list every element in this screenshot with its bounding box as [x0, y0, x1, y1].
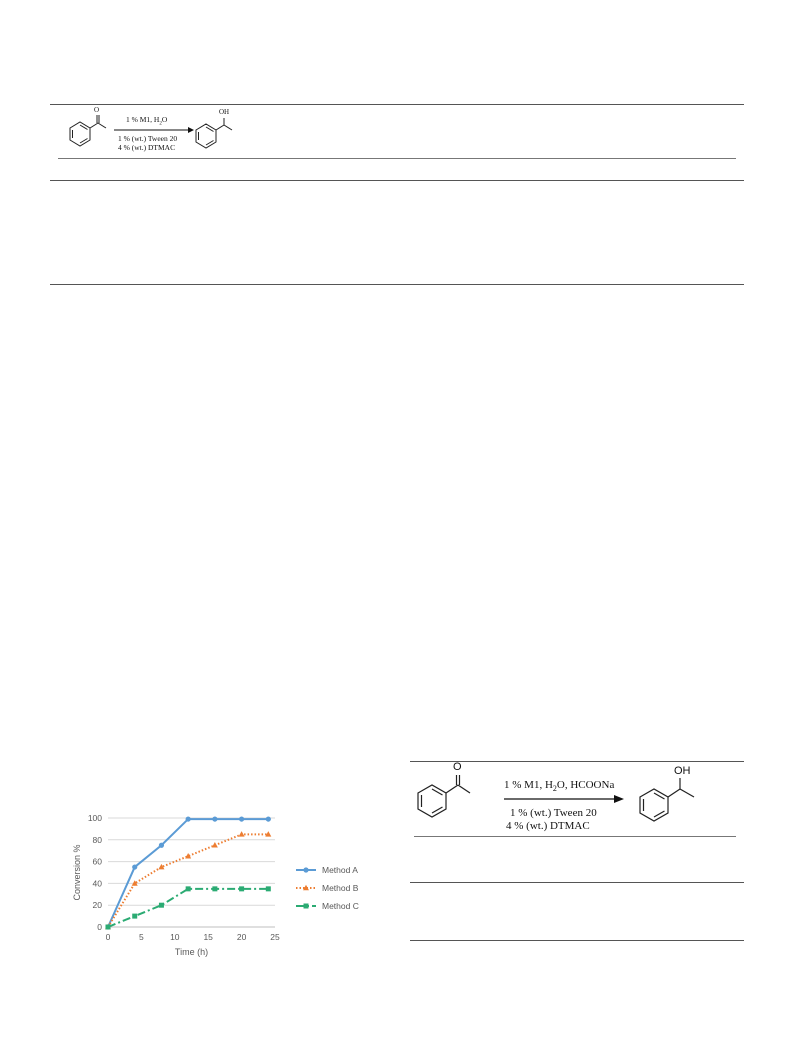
data-point: [132, 864, 137, 869]
y-tick-label: 40: [92, 878, 102, 889]
arrow-conditions-above: [126, 115, 167, 127]
acetophenone-structure: [58, 106, 118, 158]
scheme2-bottom-rule: [414, 836, 736, 837]
data-point: [239, 886, 244, 891]
y-axis-title: Conversion %: [72, 844, 82, 901]
x-tick-label: 5: [139, 932, 144, 942]
arrow-conditions-below-1-large: 1 % (wt.) Tween 20: [510, 807, 597, 819]
arrow-conditions-above-large: [504, 779, 614, 793]
reagent-subscript: 2: [159, 121, 162, 127]
data-point: [132, 914, 137, 919]
legend-label: Method B: [322, 883, 359, 893]
table-top-rule: [50, 104, 744, 105]
alcohol-oh-label: OH: [219, 108, 230, 116]
x-tick-label: 25: [270, 932, 280, 942]
reaction-scheme-top: [58, 106, 258, 158]
data-point: [186, 886, 191, 891]
ketone-oxygen-label: O: [94, 106, 100, 114]
reagent-text-large: 1 % M1, H: [504, 779, 553, 791]
data-point: [106, 925, 111, 930]
alcohol-oh-label-large: OH: [674, 765, 691, 777]
conversion-chart: [60, 800, 380, 965]
reagent-tail: O: [161, 115, 168, 124]
reagent-text: 1 % M1, H: [126, 115, 160, 124]
y-tick-label: 100: [87, 813, 102, 823]
legend-label: Method A: [322, 865, 358, 875]
series-line-method-c: [108, 889, 268, 927]
y-tick-label: 60: [92, 856, 102, 867]
data-point: [159, 843, 164, 848]
scheme2-table-bottom-rule: [410, 940, 744, 941]
data-point: [186, 816, 191, 821]
acetophenone-structure-large: [414, 763, 498, 835]
data-point: [266, 886, 271, 891]
reaction-scheme-bottom: [414, 763, 744, 835]
x-axis-title: Time (h): [174, 947, 209, 957]
data-point: [212, 886, 217, 891]
x-tick-label: 0: [105, 932, 111, 942]
y-tick-label: 20: [92, 900, 102, 911]
arrow-conditions-below-2: 4 % (wt.) DTMAC: [118, 143, 176, 152]
data-point: [212, 816, 217, 821]
reaction-arrow-large: [504, 794, 624, 804]
reaction-arrow: [114, 126, 194, 134]
x-tick-label: 10: [170, 932, 180, 942]
y-tick-label: 80: [92, 834, 102, 845]
data-point: [239, 831, 245, 837]
ketone-oxygen-label-large: O: [453, 761, 462, 773]
arrow-conditions-below-1: 1 % (wt.) Tween 20: [118, 134, 178, 143]
scheme-bottom-rule: [58, 158, 736, 159]
table-header-rule: [50, 180, 744, 181]
x-tick-label: 15: [203, 932, 213, 942]
data-point: [239, 816, 244, 821]
series-line-method-b: [108, 834, 268, 927]
reagent-tail-large: O, HCOONa: [556, 779, 615, 791]
data-point: [159, 903, 164, 908]
table-bottom-rule: [50, 284, 744, 285]
x-tick-label: 20: [236, 932, 247, 942]
reagent-subscript-large: 2: [552, 784, 557, 794]
y-tick-label: 0: [97, 922, 102, 932]
legend-label: Method C: [322, 901, 359, 911]
scheme2-header-rule: [410, 882, 744, 883]
legend-marker: [303, 867, 308, 872]
arrow-conditions-below-2-large: 4 % (wt.) DTMAC: [506, 820, 590, 832]
legend-marker: [304, 904, 309, 909]
data-point: [266, 816, 271, 821]
data-point: [212, 842, 218, 848]
